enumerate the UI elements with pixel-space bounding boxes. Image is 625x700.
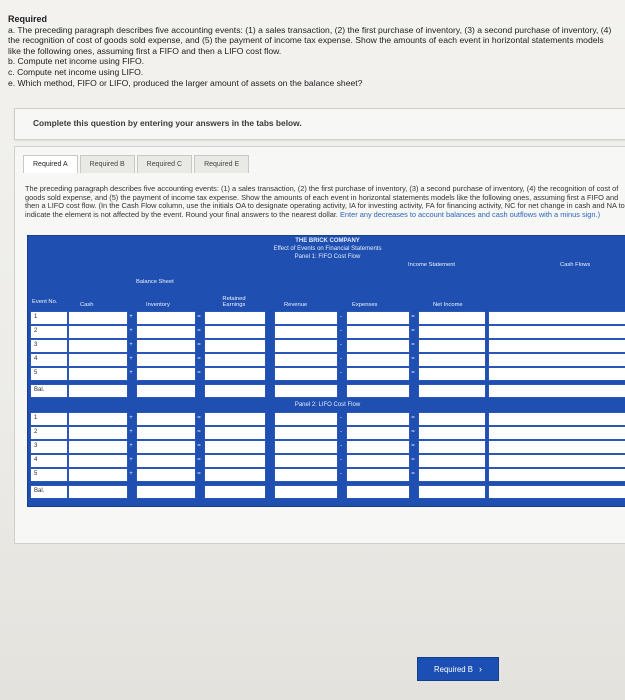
lifo-cash-flows-input[interactable]: [488, 468, 625, 482]
minus-sign: -: [340, 314, 342, 320]
plus-sign: +: [129, 415, 133, 421]
lifo-net-income-input[interactable]: [418, 412, 486, 426]
plus-sign: +: [129, 429, 133, 435]
fifo-cash-input[interactable]: [68, 339, 128, 353]
fifo-cash-input[interactable]: [68, 384, 128, 398]
plus-sign: +: [129, 314, 133, 320]
plus-sign: +: [129, 443, 133, 449]
minus-sign: -: [340, 370, 342, 376]
fifo-row-label-cell: [30, 384, 68, 398]
lifo-inventory-input[interactable]: [136, 485, 196, 499]
table-panel1-title: Panel 1: FIFO Cost Flow: [294, 254, 361, 260]
equals-sign: =: [411, 443, 415, 449]
fifo-inventory-input[interactable]: [136, 367, 196, 381]
fifo-revenue-input[interactable]: [274, 367, 338, 381]
event-number: 2: [34, 328, 38, 334]
lifo-cash-input[interactable]: [68, 468, 128, 482]
event-number: 5: [34, 370, 38, 376]
instruction-card: [14, 108, 625, 140]
tab-required-a[interactable]: Required A: [23, 155, 78, 173]
equals-sign: =: [197, 471, 201, 477]
event-number: Bal.: [34, 488, 45, 494]
lifo-retained-earnings-input[interactable]: [204, 426, 266, 440]
equals-sign: =: [197, 370, 201, 376]
fifo-inventory-input[interactable]: [136, 353, 196, 367]
lifo-revenue-input[interactable]: [274, 468, 338, 482]
fifo-retained-earnings-input[interactable]: [204, 367, 266, 381]
fifo-retained-earnings-input[interactable]: [204, 325, 266, 339]
fifo-cash-flows-input[interactable]: [488, 353, 625, 367]
fifo-revenue-input[interactable]: [274, 311, 338, 325]
lifo-inventory-input[interactable]: [136, 426, 196, 440]
fifo-revenue-input[interactable]: [274, 353, 338, 367]
next-button-label: Required B: [433, 664, 473, 674]
event-number: Bal.: [34, 387, 45, 393]
lifo-cash-input[interactable]: [68, 454, 128, 468]
lifo-cash-input[interactable]: [68, 426, 128, 440]
event-number: 1: [34, 415, 38, 421]
fifo-cash-input[interactable]: [68, 325, 128, 339]
event-number: 4: [34, 457, 38, 463]
equals-sign: =: [411, 356, 415, 362]
lifo-net-income-input[interactable]: [418, 485, 486, 499]
lifo-expenses-input[interactable]: [346, 412, 410, 426]
lifo-expenses-input[interactable]: [346, 426, 410, 440]
description-main: The preceding paragraph describes five accounting events: (1) a sales transaction, (2) the first purchase of inventory, (3) a second purchase of inventory, (4) the recognition of cost of goods sold expense, and (5) the payment of income tax expense. Show the amounts of each event in horizontal statements models like the following ones, assuming first a FIFO and then a LIFO cost flow. (In the Cash Flow column, use the initials OA to designate operating activity, IA for investing activity, FA for financing activity, NC for net change in cash and NA to indicate the element is not affected by the event. Round your final answers to the nearest dollar.: [25, 184, 625, 219]
lifo-expenses-input[interactable]: [346, 485, 410, 499]
header-income-statement: Income Statement: [408, 262, 456, 268]
required-e: e. Which method, FIFO or LIFO, produced the larger amount of assets on the balance sheet?: [8, 77, 363, 88]
lifo-revenue-input[interactable]: [274, 485, 338, 499]
fifo-revenue-input[interactable]: [274, 325, 338, 339]
lifo-retained-earnings-input[interactable]: [204, 412, 266, 426]
lifo-row-label-cell: [30, 454, 68, 468]
fifo-retained-earnings-input[interactable]: [204, 339, 266, 353]
event-number: 2: [34, 429, 38, 435]
lifo-retained-earnings-input[interactable]: [204, 454, 266, 468]
fifo-row-label-cell: [30, 311, 68, 325]
equals-sign: =: [197, 328, 201, 334]
lifo-cash-input[interactable]: [68, 440, 128, 454]
equals-sign: =: [197, 457, 201, 463]
fifo-row-label-cell: [30, 325, 68, 339]
lifo-inventory-input[interactable]: [136, 468, 196, 482]
equals-sign: =: [197, 356, 201, 362]
fifo-retained-earnings-input[interactable]: [204, 311, 266, 325]
required-a: a. The preceding paragraph describes five accounting events: (1) a sales transaction, (2) the first purchase of inventory, (3) a second purchase of inventory, (4) the recognition of cost of goods sold expense, and (5) the payment of income tax expense. Show the amounts of each event in horizontal statements models like the following ones, assuming first a FIFO and then a LIFO cost flow.: [8, 24, 612, 56]
fifo-expenses-input[interactable]: [346, 339, 410, 353]
equals-sign: =: [411, 457, 415, 463]
col-retained-earnings: Retained Earnings: [222, 296, 246, 308]
fifo-cash-input[interactable]: [68, 367, 128, 381]
event-number: 1: [34, 314, 38, 320]
fifo-net-income-input[interactable]: [418, 353, 486, 367]
lifo-revenue-input[interactable]: [274, 440, 338, 454]
col-expenses: Expenses: [352, 302, 378, 308]
lifo-row-label-cell: [30, 440, 68, 454]
lifo-net-income-input[interactable]: [418, 426, 486, 440]
lifo-revenue-input[interactable]: [274, 412, 338, 426]
event-number: 3: [34, 342, 38, 348]
minus-sign: -: [340, 415, 342, 421]
next-required-button[interactable]: [417, 657, 499, 681]
fifo-cash-input[interactable]: [68, 353, 128, 367]
header-cash-flows: Cash Flows: [560, 262, 591, 268]
lifo-inventory-input[interactable]: [136, 440, 196, 454]
lifo-expenses-input[interactable]: [346, 454, 410, 468]
lifo-retained-earnings-input[interactable]: [204, 485, 266, 499]
fifo-retained-earnings-input[interactable]: [204, 353, 266, 367]
tab-required-e[interactable]: Required E: [194, 155, 249, 173]
equals-sign: =: [411, 471, 415, 477]
tab-required-c[interactable]: Required C: [137, 155, 192, 173]
equals-sign: =: [197, 342, 201, 348]
plus-sign: +: [129, 328, 133, 334]
chevron-right-icon: ›: [479, 664, 482, 674]
lifo-retained-earnings-input[interactable]: [204, 468, 266, 482]
fifo-net-income-input[interactable]: [418, 325, 486, 339]
equals-sign: =: [411, 328, 415, 334]
lifo-cash-flows-input[interactable]: [488, 412, 625, 426]
fifo-inventory-input[interactable]: [136, 384, 196, 398]
event-number: 4: [34, 356, 38, 362]
fifo-row-label-cell: [30, 353, 68, 367]
description-note: Enter any decreases to account balances and cash outflows with a minus sign.): [340, 209, 601, 219]
table-panel2-title: Panel 2: LIFO Cost Flow: [294, 402, 361, 408]
fifo-cash-flows-input[interactable]: [488, 325, 625, 339]
fifo-expenses-input[interactable]: [346, 311, 410, 325]
lifo-cash-flows-input[interactable]: [488, 426, 625, 440]
lifo-net-income-input[interactable]: [418, 468, 486, 482]
equals-sign: =: [411, 415, 415, 421]
col-cash: Cash: [80, 302, 94, 308]
required-heading: Required: [8, 14, 48, 24]
lifo-net-income-input[interactable]: [418, 454, 486, 468]
col-event-no: Event No.: [32, 299, 58, 305]
fifo-row-label-cell: [30, 367, 68, 381]
minus-sign: -: [340, 443, 342, 449]
fifo-net-income-input[interactable]: [418, 367, 486, 381]
lifo-revenue-input[interactable]: [274, 426, 338, 440]
fifo-expenses-input[interactable]: [346, 353, 410, 367]
instruction-text: Complete this question by entering your answers in the tabs below.: [33, 118, 302, 128]
fifo-net-income-input[interactable]: [418, 311, 486, 325]
lifo-cash-flows-input[interactable]: [488, 454, 625, 468]
equals-sign: =: [197, 443, 201, 449]
fifo-retained-earnings-input[interactable]: [204, 384, 266, 398]
required-c: c. Compute net income using LIFO.: [8, 66, 144, 77]
lifo-cash-input[interactable]: [68, 485, 128, 499]
tab-required-b[interactable]: Required B: [80, 155, 135, 173]
col-inventory: Inventory: [146, 302, 170, 308]
required-b: b. Compute net income using FIFO.: [8, 56, 145, 67]
equals-sign: =: [197, 314, 201, 320]
lifo-cash-input[interactable]: [68, 412, 128, 426]
tab-bar: [23, 155, 251, 172]
header-balance-sheet: Balance Sheet: [136, 279, 174, 285]
fifo-expenses-input[interactable]: [346, 367, 410, 381]
event-number: 5: [34, 471, 38, 477]
fifo-inventory-input[interactable]: [136, 325, 196, 339]
lifo-revenue-input[interactable]: [274, 454, 338, 468]
horizontal-statements-table: [27, 235, 625, 507]
lifo-expenses-input[interactable]: [346, 468, 410, 482]
equals-sign: =: [411, 429, 415, 435]
event-number: 3: [34, 443, 38, 449]
equals-sign: =: [411, 370, 415, 376]
equals-sign: =: [411, 314, 415, 320]
plus-sign: +: [129, 356, 133, 362]
fifo-net-income-input[interactable]: [418, 384, 486, 398]
fifo-revenue-input[interactable]: [274, 384, 338, 398]
fifo-cash-flows-input[interactable]: [488, 384, 625, 398]
lifo-row-label-cell: [30, 485, 68, 499]
minus-sign: -: [340, 356, 342, 362]
minus-sign: -: [340, 328, 342, 334]
fifo-cash-flows-input[interactable]: [488, 311, 625, 325]
lifo-expenses-input[interactable]: [346, 440, 410, 454]
plus-sign: +: [129, 471, 133, 477]
question-description: [25, 185, 625, 219]
lifo-cash-flows-input[interactable]: [488, 440, 625, 454]
equals-sign: =: [197, 415, 201, 421]
fifo-cash-flows-input[interactable]: [488, 367, 625, 381]
table-company: THE BRICK COMPANY: [295, 238, 360, 244]
lifo-retained-earnings-input[interactable]: [204, 440, 266, 454]
fifo-cash-flows-input[interactable]: [488, 339, 625, 353]
lifo-inventory-input[interactable]: [136, 454, 196, 468]
lifo-row-label-cell: [30, 412, 68, 426]
plus-sign: +: [129, 457, 133, 463]
fifo-revenue-input[interactable]: [274, 339, 338, 353]
fifo-expenses-input[interactable]: [346, 325, 410, 339]
fifo-inventory-input[interactable]: [136, 311, 196, 325]
minus-sign: -: [340, 457, 342, 463]
table-subtitle: Effect of Events on Financial Statements: [273, 246, 382, 252]
lifo-cash-flows-input[interactable]: [488, 485, 625, 499]
minus-sign: -: [340, 429, 342, 435]
minus-sign: -: [340, 342, 342, 348]
minus-sign: -: [340, 471, 342, 477]
fifo-cash-input[interactable]: [68, 311, 128, 325]
fifo-net-income-input[interactable]: [418, 339, 486, 353]
fifo-inventory-input[interactable]: [136, 339, 196, 353]
plus-sign: +: [129, 342, 133, 348]
lifo-row-label-cell: [30, 468, 68, 482]
lifo-net-income-input[interactable]: [418, 440, 486, 454]
fifo-expenses-input[interactable]: [346, 384, 410, 398]
lifo-inventory-input[interactable]: [136, 412, 196, 426]
lifo-row-label-cell: [30, 426, 68, 440]
col-net-income: Net Income: [433, 302, 463, 308]
equals-sign: =: [197, 429, 201, 435]
col-revenue: Revenue: [284, 302, 308, 308]
required-instructions: [8, 14, 618, 88]
fifo-row-label-cell: [30, 339, 68, 353]
question-panel: [14, 146, 625, 674]
plus-sign: +: [129, 370, 133, 376]
equals-sign: =: [411, 342, 415, 348]
